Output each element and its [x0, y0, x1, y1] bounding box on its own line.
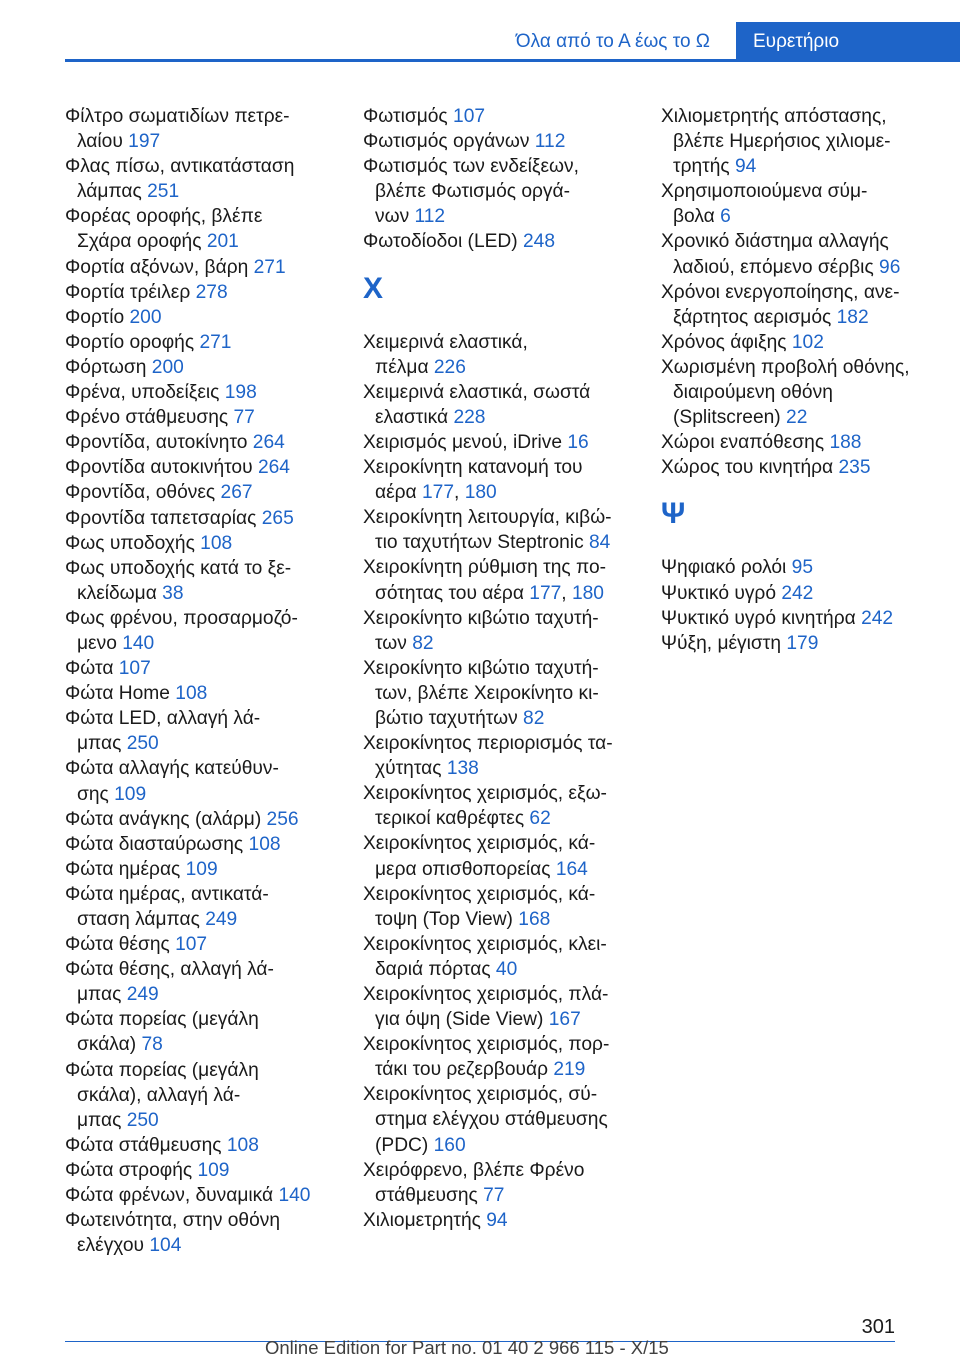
page-link[interactable]: 108: [248, 833, 281, 855]
index-entry: [65, 405, 350, 430]
index-entry: [363, 982, 648, 1032]
index-term: Χειροκίνητος χειρισμός, κλει-: [363, 933, 607, 955]
page-link[interactable]: 96: [879, 256, 901, 278]
page-link[interactable]: 278: [195, 281, 228, 303]
index-term: Φώτα φρένων, δυναμικά: [65, 1185, 274, 1207]
index-term: σότητας του αέρα: [375, 582, 524, 604]
index-entry: [65, 104, 350, 154]
index-term: Χειροκίνητος χειρισμός, πλά-: [363, 984, 609, 1005]
index-term: Ψυκτικό υγρό κινητήρα: [661, 607, 856, 629]
index-entry: [65, 305, 350, 330]
index-term: μπας: [77, 1109, 122, 1131]
page-link[interactable]: 177: [529, 582, 562, 604]
index-term: Φροντίδα, αυτοκίνητο: [65, 432, 248, 454]
index-term: σταση λάμπας: [77, 909, 200, 930]
page-link[interactable]: 140: [278, 1185, 311, 1207]
index-entry: [363, 330, 648, 380]
index-term: χύτητας: [375, 758, 442, 780]
index-entry: [65, 756, 350, 806]
index-term: τάκι του ρεζερβουάρ: [375, 1059, 548, 1081]
index-entry: [661, 229, 946, 279]
index-tab[interactable]: Ευρετήριο: [736, 22, 960, 62]
index-entry: [363, 505, 648, 555]
page-link[interactable]: 107: [175, 934, 208, 956]
page-link[interactable]: 197: [128, 131, 161, 153]
page-link[interactable]: 38: [162, 582, 184, 604]
index-entry: [65, 606, 350, 656]
index-entry: [65, 1183, 350, 1208]
index-term: τρητής: [673, 156, 730, 178]
index-entry: [65, 681, 350, 706]
index-entry: [363, 831, 648, 881]
index-entry: [65, 1208, 350, 1258]
page-link[interactable]: 264: [252, 432, 285, 454]
index-entry: [363, 129, 648, 154]
index-entry: [363, 731, 648, 781]
index-term: Φώτα θέσης: [65, 934, 170, 956]
index-term: Φρένα, υποδείξεις: [65, 382, 220, 404]
index-term: τιο ταχυτήτων Steptronic: [375, 532, 584, 554]
page-link[interactable]: 82: [412, 632, 434, 654]
index-term: Φώτα αλλαγής κατεύθυν-: [65, 758, 279, 780]
index-entry: [363, 932, 648, 982]
index-term: βλέπε Ημερήσιος χιλιομε-: [673, 131, 891, 153]
index-entry: [65, 330, 350, 355]
index-term: Φωτισμός οργάνων: [363, 131, 530, 153]
index-term: Χειροκίνητη ρύθμιση της πο-: [363, 557, 607, 579]
page-link[interactable]: 164: [555, 858, 588, 880]
index-term: Χειροκίνητο κιβώτιο ταχυτή-: [363, 657, 599, 679]
index-term: Φώτα θέσης, αλλαγή λά-: [65, 959, 274, 981]
index-term: Χρόνοι ενεργοποίησης, ανε-: [661, 281, 900, 303]
page-link[interactable]: 201: [206, 231, 239, 253]
index-entry: [65, 706, 350, 756]
page-link[interactable]: 109: [114, 783, 147, 805]
index-term: Χώρος του κινητήρα: [661, 457, 834, 479]
index-entry: [65, 480, 350, 505]
index-entry: [661, 555, 946, 580]
page-link[interactable]: 77: [233, 407, 255, 429]
index-term: Φώτα στάθμευσης: [65, 1134, 222, 1156]
index-term: των, βλέπε Χειροκίνητο κι-: [375, 682, 599, 704]
index-term: Ψηφιακό ρολόι: [661, 557, 787, 579]
index-term: λάμπας: [77, 181, 142, 203]
index-column-2: [363, 104, 648, 1233]
index-entry: [363, 781, 648, 831]
index-term: αέρα: [375, 482, 417, 504]
index-term: Φροντίδα, οθόνες: [65, 482, 216, 504]
index-entry: [65, 556, 350, 606]
index-term: Φορτία τρέιλερ: [65, 281, 191, 303]
page-link[interactable]: 140: [122, 632, 155, 654]
index-term: Χιλιομετρητής απόστασης,: [661, 106, 887, 127]
index-term: τερικοί καθρέφτες: [375, 808, 525, 830]
index-entry: [363, 154, 648, 229]
index-term: Χειρόφρενο, βλέπε Φρένο: [363, 1159, 585, 1181]
index-term: Χρησιμοποιούμενα σύμ-: [661, 181, 868, 203]
index-term: Φως φρένου, προσαρμοζό-: [65, 607, 298, 629]
index-term: Χειροκίνητη λειτουργία, κιβώ-: [363, 507, 612, 529]
index-entry: [363, 1082, 648, 1157]
index-term: ξάρτητος αερισμός: [673, 306, 832, 328]
page-link[interactable]: 112: [534, 131, 566, 153]
index-term: Φορέας οροφής, βλέπε: [65, 206, 263, 228]
index-entry: [65, 1133, 350, 1158]
index-entry: [65, 1007, 350, 1057]
index-term: Φώτα πορείας (μεγάλη: [65, 1059, 259, 1081]
index-term: Χρόνος άφιξης: [661, 331, 787, 353]
index-term: Φωτεινότητα, στην οθόνη: [65, 1210, 281, 1232]
page-link[interactable]: 107: [118, 658, 151, 680]
index-entry: Χειροκίνητη κατανομή του αέρα 177, 180: [363, 457, 583, 504]
page-link[interactable]: 250: [126, 1109, 159, 1131]
page-link[interactable]: 94: [486, 1209, 508, 1231]
index-entry: [661, 631, 946, 656]
index-term: λαίου: [77, 131, 123, 153]
page-link[interactable]: 77: [483, 1184, 505, 1206]
page-link[interactable]: 167: [548, 1009, 581, 1031]
index-term: Φώτα Home: [65, 683, 170, 705]
index-entry: [363, 380, 648, 430]
page-link[interactable]: 249: [205, 909, 238, 930]
index-entry: [65, 506, 350, 531]
index-term: σης: [77, 783, 109, 805]
index-entry: [65, 355, 350, 380]
page-link[interactable]: 188: [829, 432, 862, 454]
page-link[interactable]: 94: [735, 156, 757, 178]
index-term: κλείδωμα: [77, 582, 157, 604]
index-term: λαδιού, επόμενο σέρβις: [673, 256, 874, 278]
index-term: βολα: [673, 206, 715, 228]
index-term: Χειροκίνητος χειρισμός, σύ-: [363, 1084, 598, 1106]
index-entry: [65, 531, 350, 556]
page-link[interactable]: 177: [422, 482, 455, 504]
index-term: (PDC): [375, 1134, 429, 1156]
index-term: ελέγχου: [77, 1235, 145, 1257]
page-link[interactable]: 180: [571, 582, 604, 604]
index-entry: [363, 430, 648, 455]
page-link[interactable]: 95: [791, 557, 814, 579]
index-term: βλέπε Φωτισμός οργά-: [375, 181, 570, 203]
index-term: μπας: [77, 733, 122, 755]
section-title[interactable]: Όλα από το Α έως το Ω: [515, 31, 710, 52]
index-term: για όψη (Side View): [375, 1009, 544, 1031]
index-term: Φορτία αξόνων, βάρη: [65, 256, 249, 278]
index-entry: [661, 104, 946, 179]
index-term: Χιλιομετρητής: [363, 1209, 481, 1231]
page-link[interactable]: 6: [720, 206, 731, 228]
index-entry: [65, 255, 350, 280]
index-term: Φροντίδα αυτοκινήτου: [65, 457, 253, 479]
index-term: Χειροκίνητος χειρισμός, κά-: [363, 833, 596, 855]
page-link[interactable]: 242: [861, 607, 894, 629]
index-entry: [65, 857, 350, 882]
index-term: μπας: [77, 984, 122, 1006]
page-link[interactable]: 182: [836, 306, 869, 328]
page-link[interactable]: 84: [589, 532, 611, 554]
page-link[interactable]: 228: [453, 406, 486, 428]
page-link[interactable]: 108: [226, 1134, 259, 1156]
page-link[interactable]: 198: [224, 382, 257, 404]
index-letter-heading: Ψ: [661, 497, 686, 531]
index-entry: [661, 606, 946, 631]
page-link[interactable]: 226: [433, 356, 466, 378]
header-rule: [65, 59, 960, 62]
page-link[interactable]: 264: [257, 457, 290, 479]
index-term: Φώτα ανάγκης (αλάρμ): [65, 808, 262, 830]
index-entry: [65, 957, 350, 1007]
index-term: Σχάρα οροφής: [77, 231, 202, 253]
page-link[interactable]: 109: [197, 1159, 230, 1181]
page-link[interactable]: 102: [791, 331, 824, 353]
page-link[interactable]: 160: [433, 1134, 466, 1156]
page-number: 301: [861, 1316, 895, 1338]
page-link[interactable]: 138: [446, 758, 479, 780]
index-entry: [661, 430, 946, 455]
index-entry: [661, 355, 946, 430]
index-entry: [65, 455, 350, 480]
index-term: μερα οπισθοπορείας: [375, 858, 551, 880]
page-link[interactable]: 248: [523, 231, 556, 253]
index-term: στάθμευσης: [375, 1184, 478, 1206]
index-term: Χειρισμός μενού, iDrive: [363, 431, 563, 453]
index-term: (Splitscreen): [673, 407, 781, 429]
index-term: σκάλα): [77, 1034, 137, 1056]
page-link[interactable]: 242: [781, 582, 814, 604]
index-term: Φορτίο οροφής: [65, 331, 195, 353]
index-term: Φλας πίσω, αντικατάσταση: [65, 156, 295, 178]
index-entry: [661, 455, 946, 480]
page-link[interactable]: 104: [149, 1235, 182, 1257]
index-term: Φώτα: [65, 658, 114, 680]
index-entry: [363, 1032, 648, 1082]
page-link[interactable]: 22: [786, 407, 808, 429]
index-term: δαριά πόρτας: [375, 958, 491, 980]
index-term: σκάλα), αλλαγή λά-: [77, 1084, 241, 1106]
index-entry: [65, 380, 350, 405]
page-link[interactable]: 108: [200, 532, 233, 554]
index-term: Φροντίδα ταπετσαρίας: [65, 507, 257, 529]
index-term: Χωρισμένη προβολή οθόνης,: [661, 356, 910, 378]
index-entry: [363, 104, 648, 129]
page-link[interactable]: 235: [838, 457, 871, 479]
index-term: Χειροκίνητος χειρισμός, εξω-: [363, 783, 607, 805]
index-letter-heading: Χ: [363, 271, 384, 305]
index-term: στημα ελέγχου στάθμευσης: [375, 1109, 608, 1131]
page-link[interactable]: 62: [529, 808, 551, 830]
index-term: Ψύξη, μέγιστη: [661, 632, 782, 654]
index-entry: [363, 229, 648, 254]
page-link[interactable]: 180: [464, 482, 497, 504]
index-term: Φως υποδοχής: [65, 532, 195, 554]
page-link[interactable]: 256: [266, 808, 299, 830]
index-column-3: [661, 104, 946, 656]
index-entry: [65, 154, 350, 204]
index-term: Φώτα ημέρας: [65, 858, 181, 880]
index-entry: [661, 581, 946, 606]
index-term: Φρένο στάθμευσης: [65, 407, 229, 429]
index-entry: [661, 179, 946, 229]
index-term: Χώροι εναπόθεσης: [661, 432, 825, 454]
index-term: Χειροκίνητος χειρισμός, κά-: [363, 883, 596, 905]
index-term: Χειμερινά ελαστικά, σωστά: [363, 381, 591, 403]
footer-edition: Online Edition for Part no. 01 40 2 966 115 - X/15: [265, 1337, 669, 1358]
page-link[interactable]: 271: [199, 331, 232, 353]
index-term: Φόρτωση: [65, 356, 147, 378]
index-entry: [65, 430, 350, 455]
page-link[interactable]: 219: [553, 1059, 586, 1081]
index-entry: [363, 882, 648, 932]
index-entry: [363, 656, 648, 731]
index-entry: [65, 832, 350, 857]
index-entry: [65, 807, 350, 832]
index-term: νων: [375, 206, 410, 228]
index-term: Φώτα διασταύρωσης: [65, 833, 244, 855]
index-term: Χρονικό διάστημα αλλαγής: [661, 231, 889, 253]
page-link[interactable]: 271: [253, 256, 286, 278]
index-term: Φωτισμός: [363, 106, 448, 127]
page-link[interactable]: 200: [129, 306, 162, 328]
index-term: ελαστικά: [375, 406, 449, 428]
index-term: Χειροκίνητος περιορισμός τα-: [363, 733, 613, 755]
index-term: Φωτοδίοδοι (LED): [363, 231, 518, 253]
index-term: Ψυκτικό υγρό: [661, 582, 776, 604]
index-term: Χειροκίνητη κατανομή του: [363, 457, 583, 479]
index-term: Φώτα ημέρας, αντικατά-: [65, 883, 269, 905]
index-column-1: [65, 104, 350, 1258]
index-entry: [65, 1058, 350, 1133]
index-entry: [65, 882, 350, 932]
page-link[interactable]: 78: [141, 1034, 163, 1056]
page-link[interactable]: 200: [151, 356, 184, 378]
index-term: Φωτισμός των ενδείξεων,: [363, 156, 579, 178]
page-link[interactable]: 107: [453, 106, 486, 127]
page-header: [0, 22, 960, 62]
page-link[interactable]: 251: [147, 181, 180, 203]
page-link[interactable]: 265: [261, 507, 294, 529]
index-entry: [65, 656, 350, 681]
index-term: Φορτίο: [65, 306, 125, 328]
index-entry: [661, 330, 946, 355]
index-term: Φώτα πορείας (μεγάλη: [65, 1009, 259, 1031]
page-link[interactable]: 168: [518, 908, 551, 930]
index-term: Φώτα LED, αλλαγή λά-: [65, 708, 261, 730]
page-link[interactable]: 249: [126, 984, 159, 1006]
index-term: Χειροκίνητο κιβώτιο ταχυτή-: [363, 607, 599, 629]
index-term: βώτιο ταχυτήτων: [375, 707, 518, 729]
index-term: Φώτα στροφής: [65, 1159, 193, 1181]
index-term: Φως υποδοχής κατά το ξε-: [65, 557, 292, 579]
index-term: Χειμερινά ελαστικά,: [363, 331, 528, 353]
index-entry: Χειροκίνητη ρύθμιση της πο- σότητας του αέρα 177, 180: [363, 557, 607, 604]
page-link[interactable]: 112: [414, 206, 446, 228]
index-term: Χειροκίνητος χειρισμός, πορ-: [363, 1034, 610, 1056]
index-term: διαιρούμενη οθόνη: [673, 382, 833, 404]
index-term: τοψη (Top View): [375, 908, 513, 930]
page-link[interactable]: 109: [185, 858, 218, 880]
index-entry: [363, 1208, 648, 1233]
index-entry: [65, 280, 350, 305]
index-entry: [65, 1158, 350, 1183]
page-link[interactable]: 179: [786, 632, 819, 654]
index-term: Φίλτρο σωματιδίων πετρε-: [65, 106, 290, 127]
index-term: μενο: [77, 632, 117, 654]
page-link[interactable]: 108: [175, 683, 208, 705]
index-entry: [65, 932, 350, 957]
page-link[interactable]: 82: [523, 707, 545, 729]
page-link[interactable]: 40: [495, 958, 518, 980]
index-term: πέλμα: [375, 356, 429, 378]
page-link[interactable]: 16: [567, 431, 589, 453]
index-entry: [363, 1158, 648, 1208]
page-link[interactable]: 267: [220, 482, 253, 504]
index-entry: [363, 606, 648, 656]
page-link[interactable]: 250: [126, 733, 159, 755]
index-entry: [661, 280, 946, 330]
index-entry: [65, 204, 350, 254]
index-term: των: [375, 632, 407, 654]
